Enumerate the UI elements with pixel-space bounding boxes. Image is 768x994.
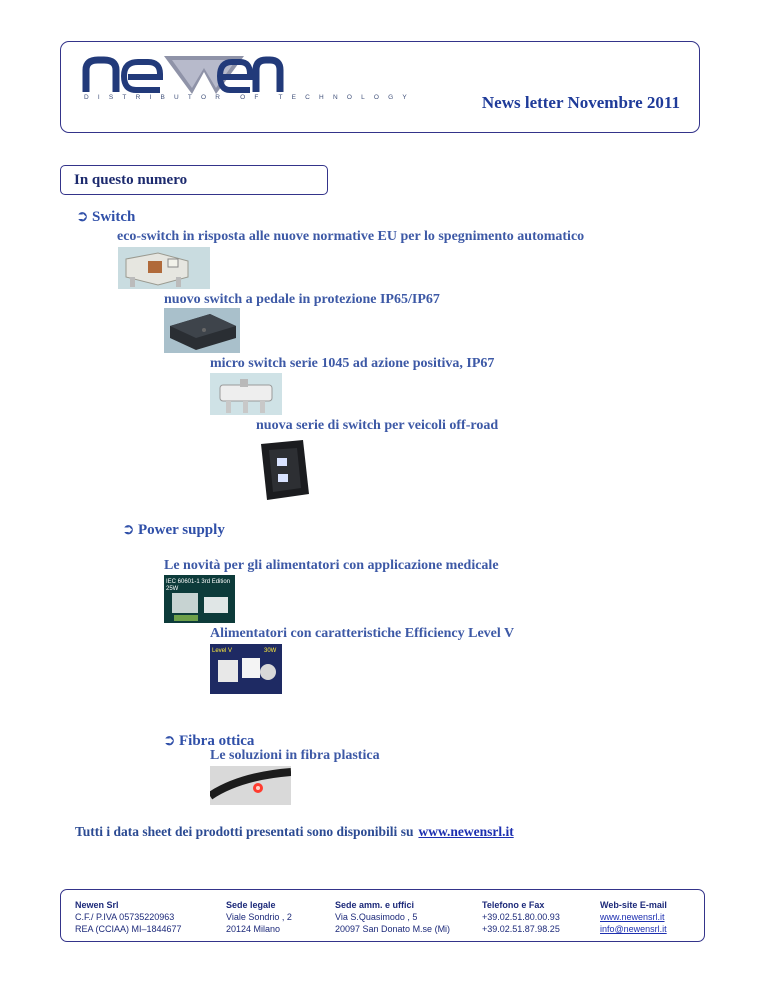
logo-mark (80, 50, 285, 96)
footer-web (600, 899, 667, 935)
newsletter-title: News letter Novembre 2011 (481, 93, 680, 112)
footer-office-street: Via S.Quasimodo , 5 (335, 912, 418, 922)
footer-phone-number: +39.02.51.80.00.93 (482, 912, 560, 922)
medical-psu-image (164, 575, 235, 623)
footer-phone-head: Telefono e Fax (482, 900, 545, 910)
micro-switch-image (210, 373, 282, 415)
medical-psu-watt: 25W (166, 586, 179, 592)
arrow-icon: ➲ (122, 520, 135, 538)
datasheet-note (75, 824, 514, 840)
section-power-label: Power supply (138, 522, 225, 538)
efficiency-psu-watt: 30W (264, 648, 277, 654)
footer-web-head: Web-site E-mail (600, 900, 667, 910)
footer-legal-street: Viale Sondrio , 2 (226, 912, 292, 922)
medical-psu-label: IEC 60601-1 3rd Edition (166, 579, 231, 585)
switch-item-micro[interactable]: micro switch serie 1045 ad azione positiva, IP67 (210, 356, 495, 371)
newen-logo (80, 50, 416, 108)
footer-rea: REA (CCIAA) MI–1844677 (75, 924, 182, 934)
footer-office (335, 899, 450, 935)
footer-office-head: Sede amm. e uffici (335, 900, 415, 910)
footer-office-city: 20097 San Donato M.se (Mi) (335, 924, 451, 934)
power-item-efficiency[interactable]: Alimentatori con caratteristiche Efficiency Level V (210, 626, 515, 641)
fiber-image (210, 766, 291, 805)
footer-company-name: Newen Srl (75, 900, 119, 910)
switch-item-eco[interactable]: eco-switch in risposta alle nuove normative EU per lo spegnimento automatico (117, 229, 585, 244)
arrow-icon: ➲ (163, 731, 176, 749)
offroad-switch-image (251, 436, 317, 506)
logo-tagline: DISTRIBUTOR OF TECHNOLOGY (84, 94, 416, 101)
efficiency-psu-label: Level V (212, 648, 233, 654)
section-switch[interactable] (76, 207, 135, 226)
power-item-medical[interactable]: Le novità per gli alimentatori con applicazione medicale (164, 558, 499, 573)
footer-email-link[interactable]: info@newensrl.it (600, 924, 667, 934)
pedal-switch-image (164, 308, 240, 353)
footer-legal-head: Sede legale (226, 900, 276, 910)
footer-legal-city: 20124 Milano (226, 924, 281, 934)
contents-title: In questo numero (74, 172, 188, 188)
website-link[interactable]: www.newensrl.it (418, 824, 514, 839)
section-fiber-label: Fibra ottica (179, 733, 255, 749)
section-power-supply[interactable] (122, 520, 225, 539)
footer-website-link[interactable]: www.newensrl.it (600, 912, 665, 922)
footer-phone (482, 899, 560, 935)
footer-vat: C.F./ P.IVA 05735220963 (75, 912, 175, 922)
efficiency-psu-image (210, 644, 282, 694)
footer-fax-number: +39.02.51.87.98.25 (482, 924, 560, 934)
eco-switch-image (118, 247, 210, 289)
datasheet-text: Tutti i data sheet dei prodotti presentati sono disponibili su (75, 824, 414, 839)
fiber-item-plastic[interactable]: Le soluzioni in fibra plastica (210, 748, 380, 763)
arrow-icon: ➲ (76, 207, 89, 225)
footer-legal (226, 899, 292, 935)
footer-company (75, 899, 182, 935)
section-switch-label: Switch (92, 209, 136, 225)
switch-item-pedal[interactable]: nuovo switch a pedale in protezione IP65/IP67 (164, 292, 440, 307)
switch-item-offroad[interactable]: nuova serie di switch per veicoli off-road (256, 418, 499, 433)
